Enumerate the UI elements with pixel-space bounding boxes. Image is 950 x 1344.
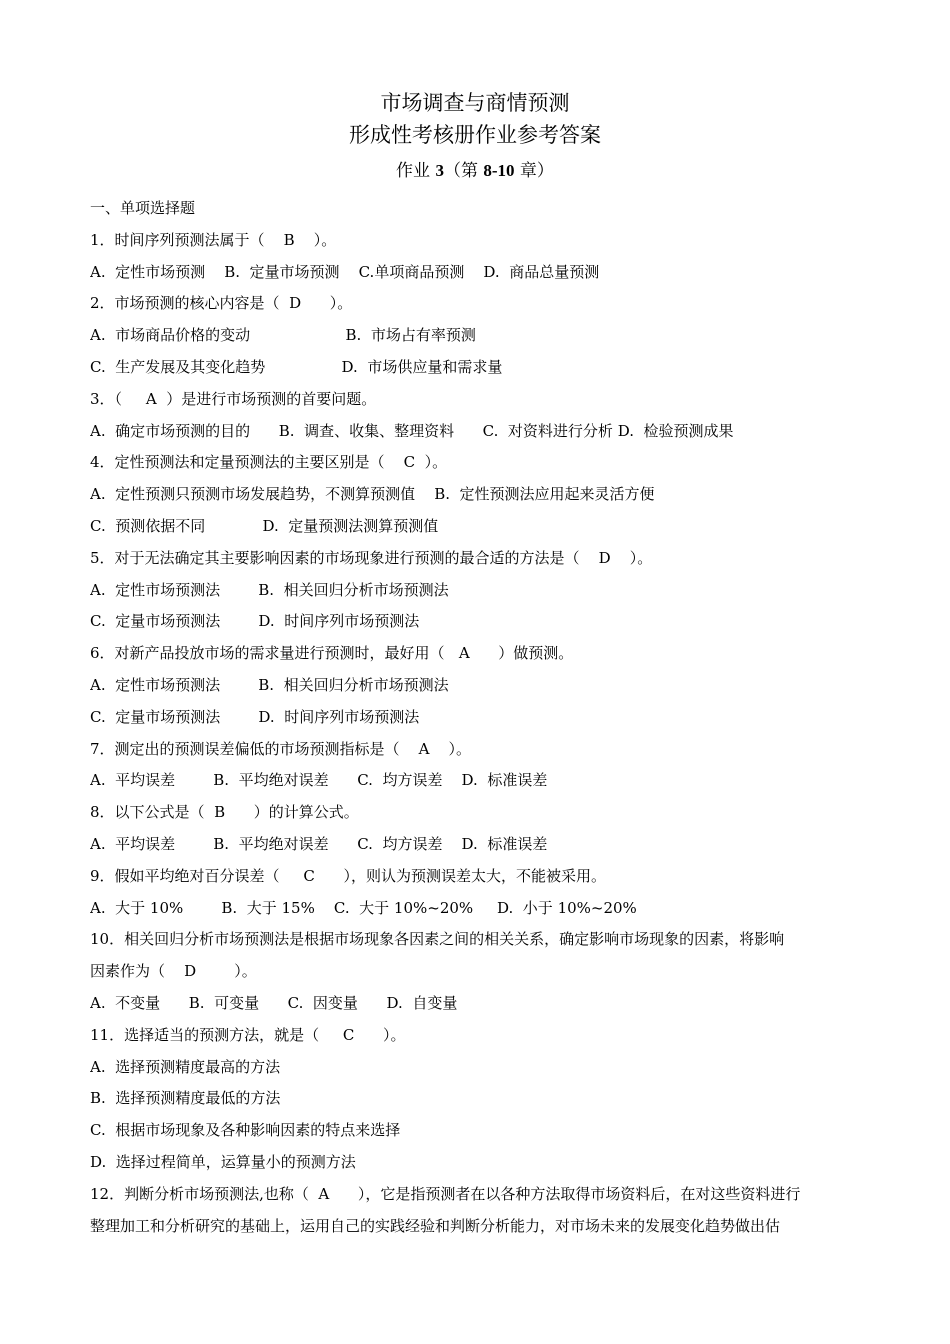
question-4: 4．定性预测法和定量预测法的主要区别是（ C ）。 — [90, 453, 448, 472]
question-10-continued: 因素作为（ D ）。 — [90, 962, 257, 981]
question-6: 6．对新产品投放市场的需求量进行预测时，最好用（ A ）做预测。 — [90, 644, 574, 663]
question-6-options-ab: A. 定性市场预测法 B. 相关回归分析市场预测法 — [90, 675, 449, 694]
document-title: 市场调查与商情预测 — [380, 91, 570, 115]
question-8: 8．以下公式是（ B ）的计算公式。 — [90, 803, 359, 822]
question-2-options-ab: A. 市场商品价格的变动 B. 市场占有率预测 — [90, 326, 476, 345]
question-4-options-cd: C. 预测依据不同 D. 定量预测法测算预测值 — [90, 516, 439, 535]
assignment-heading — [0, 159, 950, 183]
question-11-option-d: D. 选择过程简单，运算量小的预测方法 — [90, 1152, 356, 1171]
document-subtitle: 形成性考核册作业参考答案 — [349, 123, 601, 147]
question-11-option-c: C. 根据市场现象及各种影响因素的特点来选择 — [90, 1121, 401, 1140]
assignment-number: 3 — [435, 161, 444, 180]
question-2: 2．市场预测的核心内容是（ D ）。 — [90, 294, 353, 313]
assignment-chapters: 8-10 — [483, 161, 515, 180]
question-10: 10．相关回归分析市场预测法是根据市场现象各因素之间的相关关系，确定影响市场现象的因素，将影响 — [90, 930, 785, 949]
document-body — [90, 193, 870, 1242]
question-1-options: A. 定性市场预测 B. 定量市场预测 C.单项商品预测 D. 商品总量预测 — [90, 262, 600, 281]
question-12: 12．判断分析市场预测法,也称（ A ），它是指预测者在以各种方法取得市场资料后，在对这些资料进行 — [90, 1184, 801, 1203]
question-2-options-cd: C. 生产发展及其变化趋势 D. 市场供应量和需求量 — [90, 357, 503, 376]
assignment-suffix: 章） — [514, 161, 554, 181]
question-11-option-b: B. 选择预测精度最低的方法 — [90, 1089, 281, 1108]
question-5-options-ab: A. 定性市场预测法 B. 相关回归分析市场预测法 — [90, 580, 449, 599]
question-3: 3．（ A ）是进行市场预测的首要问题。 — [90, 389, 377, 408]
question-5-options-cd: C. 定量市场预测法 D. 时间序列市场预测法 — [90, 612, 420, 631]
assignment-mid: （第 — [443, 161, 484, 181]
question-3-options: A. 确定市场预测的目的 B. 调查、收集、整理资料 C. 对资料进行分析 D. 检验预测成果 — [90, 421, 734, 440]
question-1: 1．时间序列预测法属于（ B ）。 — [90, 230, 337, 249]
question-7: 7．测定出的预测误差偏低的市场预测指标是（ A ）。 — [90, 739, 472, 758]
question-8-options: A. 平均误差 B. 平均绝对误差 C. 均方误差 D. 标准误差 — [90, 834, 548, 853]
question-12-continued: 整理加工和分析研究的基础上，运用自己的实践经验和判断分析能力，对市场未来的发展变化趋势做出估 — [90, 1216, 781, 1235]
question-7-options: A. 平均误差 B. 平均绝对误差 C. 均方误差 D. 标准误差 — [90, 771, 548, 790]
question-9: 9．假如平均绝对百分误差（ C ），则认为预测误差太大，不能被采用。 — [90, 866, 606, 885]
question-10-options: A. 不变量 B. 可变量 C. 因变量 D. 自变量 — [90, 993, 458, 1012]
question-11-option-a: A. 选择预测精度最高的方法 — [90, 1057, 281, 1076]
section-heading: 一、单项选择题 — [90, 199, 196, 217]
question-9-options: A. 大于 10% B. 大于 15% C. 大于 10%~20% D. 小于 10%~20% — [90, 898, 637, 917]
question-6-options-cd: C. 定量市场预测法 D. 时间序列市场预测法 — [90, 707, 420, 726]
question-5: 5．对于无法确定其主要影响因素的市场现象进行预测的最合适的方法是（ D ）。 — [90, 548, 653, 567]
question-4-options-ab: A. 定性预测只预测市场发展趋势，不测算预测值 B. 定性预测法应用起来灵活方便 — [90, 485, 655, 504]
question-11: 11．选择适当的预测方法，就是（ C ）。 — [90, 1025, 406, 1044]
assignment-prefix: 作业 — [396, 161, 436, 181]
